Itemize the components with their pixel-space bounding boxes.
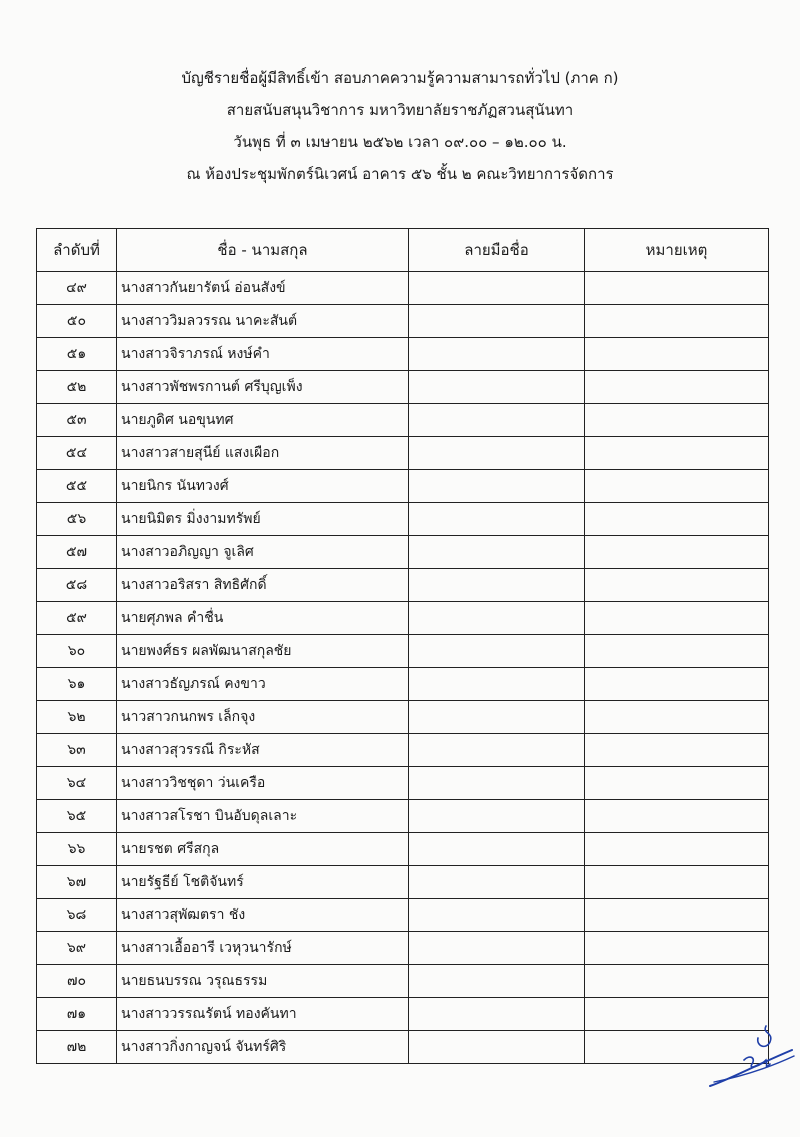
column-header-no: ลำดับที่ — [37, 229, 117, 272]
row-remarks-cell — [585, 470, 769, 503]
row-name: นายรัฐธีย์ โชติจันทร์ — [117, 866, 409, 899]
row-remarks-cell — [585, 668, 769, 701]
row-remarks-cell — [585, 866, 769, 899]
row-number: ๕๔ — [37, 437, 117, 470]
row-number: ๕๐ — [37, 305, 117, 338]
row-number: ๕๒ — [37, 371, 117, 404]
row-remarks-cell — [585, 734, 769, 767]
row-number: ๕๘ — [37, 569, 117, 602]
table-row — [37, 701, 769, 734]
row-number: ๕๑ — [37, 338, 117, 371]
row-remarks-cell — [585, 932, 769, 965]
header-location: ณ ห้องประชุมพักตร์นิเวศน์ อาคาร ๕๖ ชั้น ๒ คณะวิทยาการจัดการ — [186, 165, 614, 183]
row-number: ๖๔ — [37, 767, 117, 800]
row-number: ๕๖ — [37, 503, 117, 536]
row-number: ๕๓ — [37, 404, 117, 437]
row-name: นางสาวกันยารัตน์ อ่อนสังข์ — [117, 272, 409, 305]
row-number: ๖๘ — [37, 899, 117, 932]
row-signature-cell — [409, 503, 585, 536]
row-name: นางสาวจิราภรณ์ หงษ์คำ — [117, 338, 409, 371]
row-name: นางสาวอริสรา สิทธิศักดิ์ — [117, 569, 409, 602]
row-number: ๕๕ — [37, 470, 117, 503]
row-number: ๗๐ — [37, 965, 117, 998]
header-department: สายสนับสนุนวิชาการ มหาวิทยาลัยราชภัฏสวนสุนันทา — [226, 101, 574, 119]
table-row — [37, 503, 769, 536]
row-name: นายนิมิตร มิ่งงามทรัพย์ — [117, 503, 409, 536]
row-name: นายนิกร นันทวงศ์ — [117, 470, 409, 503]
row-signature-cell — [409, 701, 585, 734]
row-name: นายพงศ์ธร ผลพัฒนาสกุลชัย — [117, 635, 409, 668]
row-remarks-cell — [585, 536, 769, 569]
row-signature-cell — [409, 800, 585, 833]
column-header-remarks: หมายเหตุ — [585, 229, 769, 272]
row-signature-cell — [409, 404, 585, 437]
table-row — [37, 305, 769, 338]
row-remarks-cell — [585, 569, 769, 602]
row-signature-cell — [409, 470, 585, 503]
table-row — [37, 965, 769, 998]
table-header-row — [37, 229, 769, 272]
table-row — [37, 569, 769, 602]
table-row — [37, 734, 769, 767]
row-remarks-cell — [585, 305, 769, 338]
row-name: นางสาวสุพัฒตรา ชัง — [117, 899, 409, 932]
row-remarks-cell — [585, 833, 769, 866]
row-signature-cell — [409, 899, 585, 932]
row-name: นายรชต ศรีสกุล — [117, 833, 409, 866]
row-signature-cell — [409, 272, 585, 305]
row-remarks-cell — [585, 272, 769, 305]
header-title: บัญชีรายชื่อผู้มีสิทธิ์เข้า สอบภาคความรู้ความสามารถทั่วไป (ภาค ก) — [181, 69, 619, 87]
row-name: นายศุภพล คำชื่น — [117, 602, 409, 635]
table-row — [37, 767, 769, 800]
row-remarks-cell — [585, 701, 769, 734]
table-row — [37, 866, 769, 899]
row-name: นางสาวสโรชา บินอับดุลเลาะ — [117, 800, 409, 833]
row-remarks-cell — [585, 602, 769, 635]
row-signature-cell — [409, 866, 585, 899]
row-number: ๖๐ — [37, 635, 117, 668]
header-date-time: วันพุธ ที่ ๓ เมษายน ๒๕๖๒ เวลา ๐๙.๐๐ – ๑๒.๐๐ น. — [233, 133, 567, 151]
table-row — [37, 998, 769, 1031]
row-signature-cell — [409, 635, 585, 668]
row-signature-cell — [409, 668, 585, 701]
row-remarks-cell — [585, 338, 769, 371]
row-signature-cell — [409, 833, 585, 866]
table-row — [37, 635, 769, 668]
row-name: นางสาวสุวรรณี กิระหัส — [117, 734, 409, 767]
row-number: ๖๖ — [37, 833, 117, 866]
table-row — [37, 602, 769, 635]
row-signature-cell — [409, 767, 585, 800]
row-name: นางสาวพัชพรกานต์ ศรีบุญเพ็ง — [117, 371, 409, 404]
row-name: นางสาวเอื้ออารี เวหุวนารักษ์ — [117, 932, 409, 965]
table-row — [37, 899, 769, 932]
signature-mark — [704, 1020, 800, 1100]
column-header-signature: ลายมือชื่อ — [409, 229, 585, 272]
row-signature-cell — [409, 998, 585, 1031]
row-name: นาวสาวกนกพร เล็กจุง — [117, 701, 409, 734]
row-signature-cell — [409, 569, 585, 602]
row-number: ๖๙ — [37, 932, 117, 965]
row-signature-cell — [409, 536, 585, 569]
row-number: ๗๑ — [37, 998, 117, 1031]
row-signature-cell — [409, 437, 585, 470]
table-row — [37, 338, 769, 371]
row-signature-cell — [409, 1031, 585, 1064]
table-row — [37, 404, 769, 437]
row-name: นางสาวอภิญญา จูเลิศ — [117, 536, 409, 569]
row-remarks-cell — [585, 965, 769, 998]
row-name: นางสาววิชชุดา ว่นเครือ — [117, 767, 409, 800]
table-header — [37, 229, 769, 272]
row-signature-cell — [409, 338, 585, 371]
row-name: นางสาวกิ่งกาญจน์ จันทร์ศิริ — [117, 1031, 409, 1064]
table-row — [37, 800, 769, 833]
row-remarks-cell — [585, 503, 769, 536]
row-number: ๔๙ — [37, 272, 117, 305]
row-signature-cell — [409, 371, 585, 404]
row-number: ๖๑ — [37, 668, 117, 701]
row-name: นางสาววรรณรัตน์ ทองคันทา — [117, 998, 409, 1031]
row-number: ๖๗ — [37, 866, 117, 899]
row-signature-cell — [409, 932, 585, 965]
row-number: ๖๒ — [37, 701, 117, 734]
row-name: นางสาวธัญภรณ์ คงขาว — [117, 668, 409, 701]
column-header-name: ชื่อ - นามสกุล — [117, 229, 409, 272]
row-name: นายธนบรรณ วรุณธรรม — [117, 965, 409, 998]
table-row — [37, 437, 769, 470]
row-signature-cell — [409, 734, 585, 767]
row-remarks-cell — [585, 404, 769, 437]
row-remarks-cell — [585, 767, 769, 800]
table-row — [37, 1031, 769, 1064]
table-row — [37, 536, 769, 569]
row-name: นายภูดิศ นอขุนทศ — [117, 404, 409, 437]
row-number: ๕๗ — [37, 536, 117, 569]
row-signature-cell — [409, 305, 585, 338]
row-remarks-cell — [585, 371, 769, 404]
row-number: ๗๒ — [37, 1031, 117, 1064]
table-row — [37, 470, 769, 503]
row-remarks-cell — [585, 800, 769, 833]
table-row — [37, 932, 769, 965]
table-row — [37, 668, 769, 701]
table-row — [37, 371, 769, 404]
row-remarks-cell — [585, 437, 769, 470]
row-number: ๖๕ — [37, 800, 117, 833]
table-row — [37, 272, 769, 305]
attendance-table — [36, 228, 769, 1064]
row-number: ๕๙ — [37, 602, 117, 635]
row-remarks-cell — [585, 635, 769, 668]
table-row — [37, 833, 769, 866]
row-signature-cell — [409, 965, 585, 998]
row-number: ๖๓ — [37, 734, 117, 767]
document-header — [0, 62, 800, 190]
row-signature-cell — [409, 602, 585, 635]
row-name: นางสาวสายสุนีย์ แสงเผือก — [117, 437, 409, 470]
table-body — [37, 272, 769, 1064]
row-name: นางสาววิมลวรรณ นาคะสันต์ — [117, 305, 409, 338]
row-remarks-cell — [585, 899, 769, 932]
